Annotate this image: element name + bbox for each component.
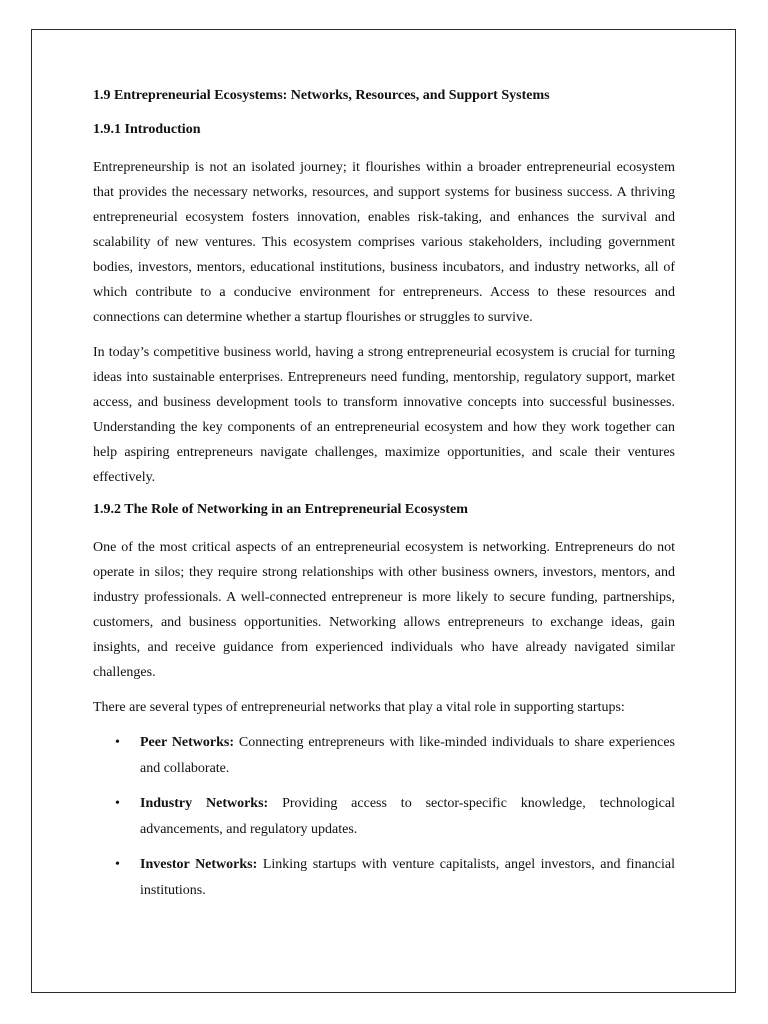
list-item <box>93 730 675 781</box>
bullet-icon: • <box>115 857 120 872</box>
list-item-text: Providing access to sector-specific knowledge, technological advancements, and regulatory updates. <box>140 796 675 837</box>
bullet-icon: • <box>115 796 120 811</box>
list-item-term: Peer Networks: <box>140 735 235 750</box>
list-item-text: Linking startups with venture capitalists, angel investors, and financial institutions. <box>140 857 675 898</box>
paragraph: There are several types of entrepreneurial networks that play a vital role in supporting startups: <box>93 700 625 715</box>
network-types-list <box>93 730 675 903</box>
paragraph: One of the most critical aspects of an entrepreneurial ecosystem is networking. Entrepreneurs do not operate in silos; they require strong relationships with other business owners, investors, mentors, and industry professionals. A well-connected entrepreneur is more likely to secure funding, partnerships, customers, and business opportunities. Networking allows entrepreneurs to exchange ideas, gain insights, and receive guidance from experienced individuals who have already navigated similar challenges. <box>93 540 675 680</box>
list-item-term: Investor Networks: <box>140 857 258 872</box>
paragraph: Entrepreneurship is not an isolated journey; it flourishes within a broader entrepreneurial ecosystem that provides the necessary networks, resources, and support systems for business success. A thriving entrepreneurial ecosystem fosters innovation, enables risk-taking, and enhances the survival and scalability of new ventures. This ecosystem comprises various stakeholders, including government bodies, investors, mentors, educational institutions, business incubators, and industry networks, all of which contribute to a conducive environment for entrepreneurs. Access to these resources and connections can determine whether a startup flourishes or struggles to survive. <box>93 160 675 325</box>
bullet-icon: • <box>115 735 120 750</box>
document-content <box>93 86 675 913</box>
list-item <box>93 852 675 903</box>
list-item-text: Connecting entrepreneurs with like-minded individuals to share experiences and collaborate. <box>140 735 675 776</box>
section-heading-introduction: 1.9.1 Introduction <box>93 122 201 137</box>
section-heading-networking: 1.9.2 The Role of Networking in an Entrepreneurial Ecosystem <box>93 502 468 517</box>
chapter-heading: 1.9 Entrepreneurial Ecosystems: Networks, Resources, and Support Systems <box>93 88 550 103</box>
document-page <box>31 29 736 993</box>
paragraph: In today’s competitive business world, having a strong entrepreneurial ecosystem is crucial for turning ideas into sustainable enterprises. Entrepreneurs need funding, mentorship, regulatory support, market access, and business development tools to transform innovative concepts into successful businesses. Understanding the key components of an entrepreneurial ecosystem and how they work together can help aspiring entrepreneurs navigate challenges, maximize opportunities, and scale their ventures effectively. <box>93 345 675 485</box>
list-item-term: Industry Networks: <box>140 796 269 811</box>
list-item <box>93 791 675 842</box>
